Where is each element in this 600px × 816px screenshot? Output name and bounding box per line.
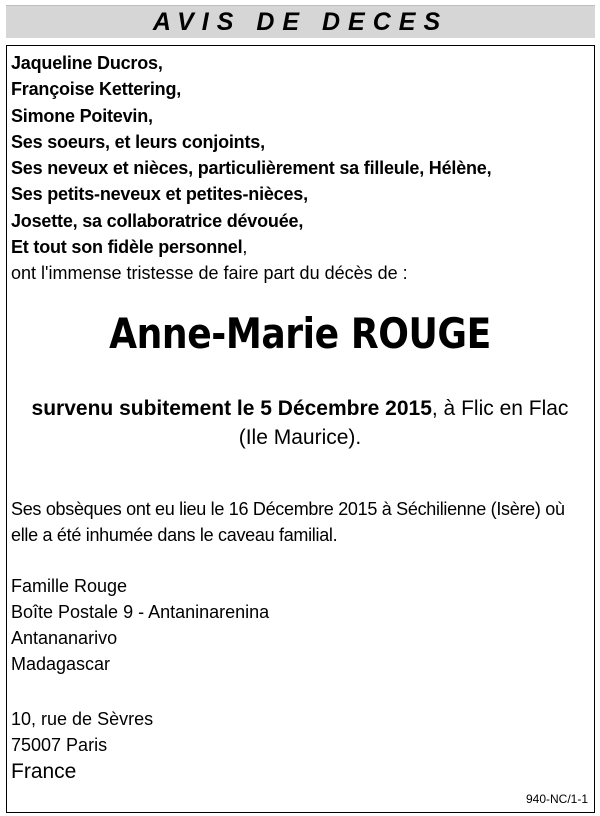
- family-line: Simone Poitevin,: [11, 105, 153, 126]
- circumstances-line-1: [7, 394, 593, 423]
- funeral-info: [11, 496, 589, 548]
- death-circumstances: [7, 394, 593, 452]
- staff-text: Et tout son fidèle personnel: [11, 237, 243, 258]
- death-place: , à Flic en Flac: [431, 397, 569, 420]
- family-line: Jaqueline Ducros,: [11, 53, 163, 73]
- family-line: Josette, sa collaboratrice dévouée,: [11, 210, 304, 231]
- address-country: France: [11, 760, 77, 783]
- staff-comma: ,: [242, 237, 248, 258]
- address-paris: [11, 706, 511, 786]
- notice-title: AVIS DE DECES: [152, 8, 449, 36]
- address-line: Boîte Postale 9 - Antaninarenina: [11, 602, 270, 622]
- address-line: Antananarivo: [11, 628, 118, 648]
- address-line: Famille Rouge: [11, 576, 128, 596]
- funeral-line-1: Ses obsèques ont eu lieu le 16 Décembre 2015 à Séchilienne (Isère) où: [11, 499, 565, 519]
- address-line: Madagascar: [11, 654, 111, 674]
- address-line: 75007 Paris: [11, 735, 108, 755]
- family-line: Françoise Kettering,: [11, 79, 182, 100]
- family-line-staff: [11, 234, 586, 260]
- family-list: [11, 50, 586, 286]
- family-line: Ses neveux et nièces, particulièrement sa filleule, Hélène,: [11, 158, 492, 179]
- circumstances-line-2: (Ile Maurice).: [238, 426, 362, 449]
- address-line: 10, rue de Sèvres: [11, 709, 154, 729]
- notice-header: [6, 5, 595, 38]
- death-date: survenu subitement le 5 Décembre 2015: [31, 397, 432, 420]
- deceased-name: Anne-Marie ROUGE: [109, 309, 491, 358]
- address-madagascar: [11, 573, 511, 677]
- announcement-text: ont l'immense tristesse de faire part du décès de :: [11, 263, 408, 284]
- reference-code: 940-NC/1-1: [525, 792, 588, 806]
- family-line: Ses soeurs, et leurs conjoints,: [11, 131, 265, 152]
- notice-frame: [6, 45, 595, 813]
- funeral-line-2: elle a été inhumée dans le caveau familial.: [11, 525, 338, 545]
- family-line: Ses petits-neveux et petites-nièces,: [11, 184, 308, 205]
